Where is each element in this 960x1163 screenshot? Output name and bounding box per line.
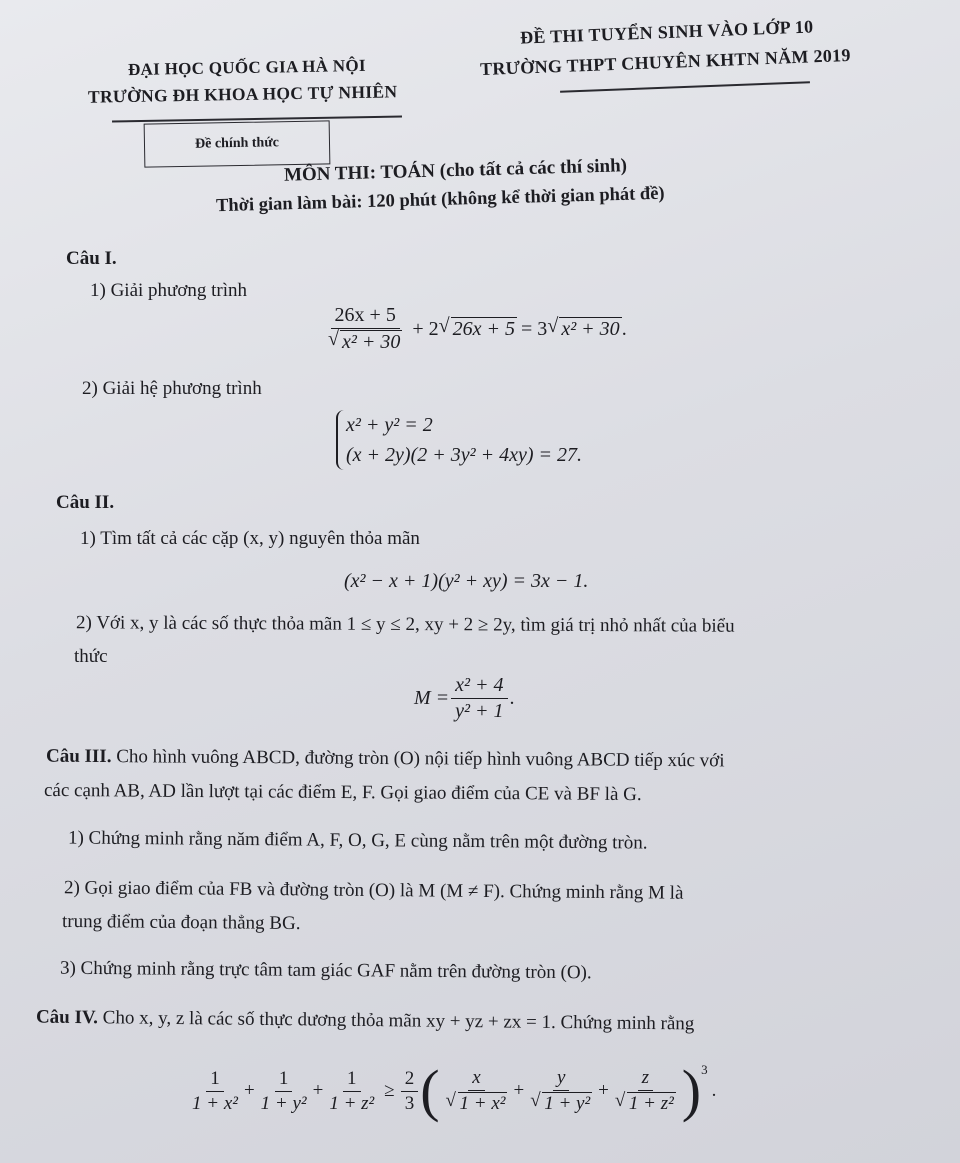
q1-system-line2: (x + 2y)(2 + 3y² + 4xy) = 27.: [346, 444, 583, 466]
q1-eq-sqrt1: 26x + 5: [452, 318, 516, 340]
q2-m-lhs: M =: [414, 687, 450, 709]
q1-eq-equals: = 3: [521, 317, 548, 340]
q4-frac1-num: 1: [206, 1068, 224, 1092]
school-name: TRƯỜNG THPT CHUYÊN KHTN NĂM 2019: [479, 44, 852, 80]
q4-frac3-num: 1: [343, 1068, 361, 1092]
q1-system-line1: x² + y² = 2: [346, 414, 433, 436]
q2-m-num: x² + 4: [451, 674, 507, 699]
q2-part1-text: 1) Tìm tất cả các cặp (x, y) nguyên thỏa mãn: [80, 528, 420, 549]
subject-title: MÔN THI: TOÁN (cho tất cả các thí sinh): [283, 155, 628, 186]
q4-power: 3: [701, 1062, 708, 1077]
q1-eq-end: .: [621, 317, 627, 340]
q4-inequality: [186, 1058, 717, 1123]
q4-term-x: [442, 1067, 512, 1115]
q4-frac2: [257, 1068, 311, 1115]
q3-heading: Câu III.: [45, 745, 112, 768]
q4-frac3-den: 1 + z²: [329, 1092, 375, 1114]
q2-equation: (x² − x + 1)(y² + xy) = 3x − 1.: [344, 570, 589, 592]
q1-part1-text: 1) Giải phương trình: [90, 280, 248, 301]
q2-part2-line1: 2) Với x, y là các số thực thỏa mãn 1 ≤ y ≤ 2, xy + 2 ≥ 2y, tìm giá trị nhỏ nhất của biểu: [75, 612, 735, 637]
q4-plus3: +: [513, 1080, 525, 1101]
q4-frac2-den: 1 + y²: [260, 1092, 307, 1114]
q4-plus4: +: [598, 1080, 609, 1101]
university-name: ĐẠI HỌC QUỐC GIA HÀ NỘI: [127, 55, 366, 80]
q4-term-x-den: 1 + x²: [459, 1093, 506, 1114]
q4-frac3: [325, 1068, 378, 1115]
q4-frac2-num: 1: [275, 1068, 293, 1092]
q1-heading: Câu I.: [66, 248, 117, 269]
q2-part2-line2: thức: [74, 646, 108, 667]
q1-eq-sqrt2: x² + 30: [561, 318, 620, 340]
header-right-underline: [560, 81, 810, 92]
q4-term-z-den: 1 + z²: [628, 1093, 674, 1114]
q1-system: [336, 410, 582, 470]
exam-time: Thời gian làm bài: 120 phút (không kể thời gian phát đề): [215, 183, 665, 217]
q3-intro-text1: Cho hình vuông ABCD, đường tròn (O) nội tiếp hình vuông ABCD tiếp xúc với: [116, 746, 725, 772]
q4-frac1: [188, 1068, 242, 1115]
q3-intro-line1: [46, 746, 725, 773]
q2-heading: Câu II.: [56, 492, 115, 513]
q3-intro-line2: các cạnh AB, AD lần lượt tại các điểm E, F. Gọi giao điểm của CE và BF là G.: [43, 779, 642, 806]
q1-eq-frac-num: 26x + 5: [331, 304, 400, 329]
q4-coef-den: 3: [404, 1092, 415, 1114]
q1-eq-fraction: [324, 304, 406, 354]
exam-title: ĐỀ THI TUYỂN SINH VÀO LỚP 10: [519, 16, 814, 48]
q4-end: .: [711, 1080, 717, 1101]
q4-plus1: +: [243, 1080, 255, 1101]
q1-part2-text: 2) Giải hệ phương trình: [82, 378, 262, 399]
q1-eq-frac-den: x² + 30: [342, 331, 401, 353]
q4-term-y: [526, 1067, 596, 1115]
q4-term-y-den: 1 + y²: [544, 1093, 591, 1114]
q4-frac1-den: 1 + x²: [192, 1092, 238, 1114]
q4-intro: [36, 1007, 695, 1036]
q4-intro-text: Cho x, y, z là các số thực dương thỏa mãn xy + yz + zx = 1. Chứng minh rằng: [102, 1007, 695, 1035]
q4-term-z-num: z: [638, 1067, 653, 1091]
q3-part1: 1) Chứng minh rằng năm điểm A, F, O, G, E cùng nằm trên một đường tròn.: [67, 827, 648, 854]
q4-right-paren: ): [681, 1058, 702, 1123]
q4-term-z: [611, 1067, 680, 1115]
q4-coef: [401, 1068, 419, 1115]
q1-eq-plus: + 2: [412, 317, 439, 340]
q3-part2-line1: 2) Gọi giao điểm của FB và đường tròn (O) là M (M ≠ F). Chứng minh rằng M là: [63, 877, 684, 904]
q4-coef-num: 2: [401, 1068, 419, 1092]
faculty-name: TRƯỜNG ĐH KHOA HỌC TỰ NHIÊN: [87, 81, 398, 107]
q2-expression: [414, 674, 515, 723]
q4-left-paren: (: [420, 1058, 440, 1123]
q3-part3: 3) Chứng minh rằng trực tâm tam giác GAF nằm trên đường tròn (O).: [59, 957, 592, 984]
q1-equation: [322, 304, 627, 354]
q2-m-den: y² + 1: [455, 700, 504, 722]
q4-term-x-num: x: [468, 1067, 484, 1091]
q4-geq: ≥: [384, 1080, 395, 1101]
q4-plus2: +: [312, 1080, 324, 1101]
q2-m-fraction: [451, 674, 507, 723]
official-box: [144, 120, 331, 167]
q3-part2-line2: trung điểm của đoạn thẳng BG.: [61, 910, 301, 935]
official-label: Đề chính thức: [194, 135, 280, 152]
q4-term-y-num: y: [553, 1067, 569, 1091]
q2-m-end: .: [509, 687, 515, 709]
q4-heading: Câu IV.: [35, 1006, 99, 1029]
